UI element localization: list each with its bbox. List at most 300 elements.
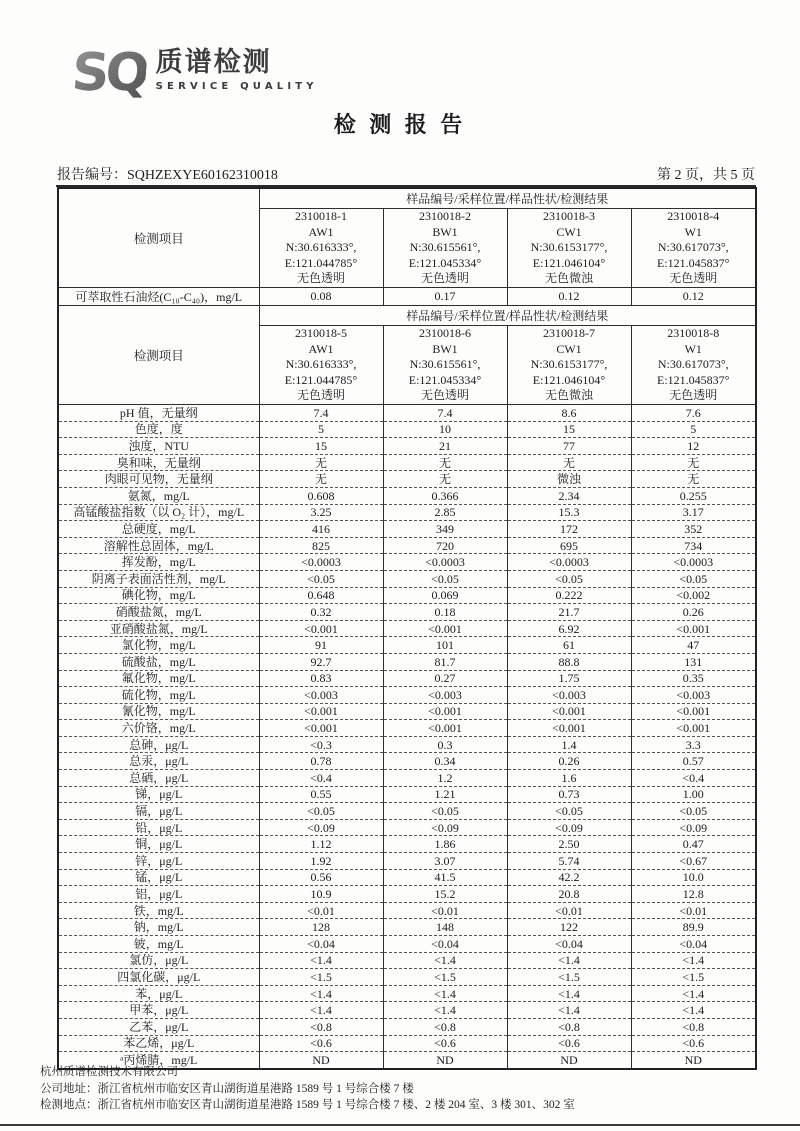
test-item-label: 挥发酚，mg/L — [58, 554, 259, 571]
result-cell: 10.0 — [631, 869, 756, 886]
result-cell: <0.01 — [383, 902, 507, 919]
result-cell: <0.09 — [383, 819, 507, 836]
table-row — [58, 288, 756, 306]
sample-id: 2310018-6 — [419, 326, 471, 341]
table-row — [58, 786, 756, 803]
test-item-label: 总硬度，mg/L — [58, 521, 259, 538]
sample-point: CW1 — [556, 224, 582, 239]
test-item-label: 可萃取性石油烃(C₁₀-C₄₀)，mg/L — [58, 288, 259, 306]
result-cell: 无 — [383, 454, 507, 471]
result-cell: <0.4 — [259, 770, 383, 787]
page-indicator: 第 2 页，共 5 页 — [657, 168, 755, 183]
table-row — [58, 570, 756, 587]
result-cell: 0.648 — [259, 587, 383, 604]
result-cell: 1.75 — [507, 670, 631, 687]
result-cell: <1.4 — [507, 952, 631, 969]
report-number-value: SQHZEXYE60162310018 — [127, 168, 278, 183]
result-cell: <0.6 — [383, 1035, 507, 1052]
section-1-rows — [58, 288, 756, 306]
test-item-label: 氯仿，μg/L — [58, 952, 259, 969]
result-cell: 720 — [383, 537, 507, 554]
sample-state: 无色透明 — [296, 388, 345, 403]
sample-state: 无色透明 — [669, 388, 718, 403]
result-cell: 825 — [259, 537, 383, 554]
result-cell: 1.2 — [383, 770, 507, 787]
table-row — [58, 554, 756, 571]
result-cell: <0.0003 — [383, 554, 507, 571]
sample-longitude: E:121.046104° — [532, 255, 606, 270]
result-cell: 12.8 — [631, 886, 756, 903]
table-row — [58, 637, 756, 654]
result-cell: <0.09 — [631, 819, 756, 836]
result-cell: <1.4 — [259, 1002, 383, 1019]
table-row — [58, 653, 756, 670]
result-cell: 41.5 — [383, 869, 507, 886]
sample-latitude: N:30.617073°, — [657, 357, 729, 372]
result-cell: <0.001 — [631, 720, 756, 737]
result-cell: 5 — [631, 421, 756, 438]
result-cell: 3.17 — [631, 504, 756, 521]
sample-state: 无色透明 — [420, 271, 469, 286]
result-cell: 12 — [631, 438, 756, 455]
result-cell: 88.8 — [507, 653, 631, 670]
result-cell: 10 — [383, 421, 507, 438]
result-cell: <0.3 — [259, 736, 383, 753]
result-cell: 0.069 — [383, 587, 507, 604]
test-item-label: 硫酸盐，mg/L — [58, 653, 259, 670]
result-cell: 349 — [383, 521, 507, 538]
result-cell: <0.67 — [631, 853, 756, 870]
result-cell: <0.8 — [383, 1018, 507, 1035]
sample-cell — [631, 326, 756, 405]
result-cell: <0.6 — [259, 1035, 383, 1052]
result-cell: <1.4 — [383, 1002, 507, 1019]
section-2-header — [58, 306, 756, 405]
result-cell: 1.4 — [507, 736, 631, 753]
test-item-label: 锑，μg/L — [58, 786, 259, 803]
result-cell: 0.27 — [383, 670, 507, 687]
table-row — [58, 736, 756, 753]
test-item-label: 亚硝酸盐氮，mg/L — [58, 620, 259, 637]
sample-longitude: E:121.046104° — [532, 372, 606, 387]
table-row — [58, 703, 756, 720]
sample-id: 2310018-7 — [543, 326, 595, 341]
result-cell: 15 — [259, 438, 383, 455]
result-cell: <0.001 — [383, 703, 507, 720]
test-item-header: 检测项目 — [58, 188, 259, 288]
sample-id: 2310018-4 — [667, 209, 720, 224]
result-cell: 0.17 — [383, 288, 507, 306]
table-row — [58, 405, 756, 422]
result-cell: ND — [507, 1052, 631, 1069]
result-cell: 0.57 — [631, 753, 756, 770]
result-cell: 微浊 — [507, 471, 631, 488]
table-row — [58, 770, 756, 787]
result-cell: <0.003 — [631, 687, 756, 704]
result-cell: ND — [259, 1052, 383, 1069]
result-cell: 172 — [507, 521, 631, 538]
logo-sq-icon: SQ — [70, 40, 148, 106]
result-cell: 91 — [259, 637, 383, 654]
result-cell: <0.0003 — [507, 554, 631, 571]
sample-point: AW1 — [308, 341, 334, 356]
test-item-label: 溶解性总固体，mg/L — [58, 537, 259, 554]
result-cell: <0.05 — [507, 570, 631, 587]
result-cell: 3.3 — [631, 736, 756, 753]
table-row — [58, 803, 756, 820]
result-cell: 1.00 — [631, 786, 756, 803]
table-row — [58, 438, 756, 455]
result-cell: 7.6 — [631, 405, 756, 422]
test-item-label: 锌，μg/L — [58, 853, 259, 870]
result-cell: <1.4 — [507, 985, 631, 1002]
result-cell: <0.04 — [383, 936, 507, 953]
result-cell: 81.7 — [383, 653, 507, 670]
test-item-label: 总硒，μg/L — [58, 770, 259, 787]
result-cell: 1.86 — [383, 836, 507, 853]
report-number — [57, 164, 278, 184]
result-cell: 1.12 — [259, 836, 383, 853]
result-cell: 0.34 — [383, 753, 507, 770]
test-item-label: ᵃ丙烯腈，mg/L — [58, 1052, 259, 1069]
table-row — [58, 936, 756, 953]
test-item-label: 钠，mg/L — [58, 919, 259, 936]
sample-cell — [259, 326, 383, 405]
sample-cell — [631, 209, 756, 288]
result-cell: <0.05 — [507, 803, 631, 820]
result-cell: 61 — [507, 637, 631, 654]
result-cell: 8.6 — [507, 405, 631, 422]
sample-cell — [507, 326, 631, 405]
sample-latitude: N:30.615561°, — [409, 240, 481, 255]
table-row — [58, 869, 756, 886]
result-cell: 352 — [631, 521, 756, 538]
sample-point: W1 — [684, 341, 702, 356]
result-cell: 131 — [631, 653, 756, 670]
result-cell: <0.04 — [631, 936, 756, 953]
result-cell: <1.4 — [631, 952, 756, 969]
result-cell: 0.56 — [259, 869, 383, 886]
table-row — [58, 853, 756, 870]
result-cell: 695 — [507, 537, 631, 554]
result-cell: 92.7 — [259, 653, 383, 670]
result-cell: 15.3 — [507, 504, 631, 521]
sample-latitude: N:30.615561°, — [409, 357, 481, 372]
test-item-label: 氨氮，mg/L — [58, 487, 259, 504]
test-item-label: 六价铬，mg/L — [58, 720, 259, 737]
result-cell: 2.34 — [507, 487, 631, 504]
logo-text — [156, 40, 318, 92]
test-item-label: 氟化物，mg/L — [58, 670, 259, 687]
section-header-label: 样品编号/采样位置/样品性状/检测结果 — [259, 188, 756, 209]
result-cell: 1.6 — [507, 770, 631, 787]
sample-id: 2310018-3 — [543, 209, 595, 224]
sample-point: AW1 — [308, 224, 334, 239]
test-item-label: 铍，mg/L — [58, 936, 259, 953]
result-cell: 0.73 — [507, 786, 631, 803]
company-logo — [69, 40, 318, 106]
sample-cell — [383, 209, 507, 288]
table-row — [58, 1002, 756, 1019]
test-item-label: 总汞，μg/L — [58, 753, 259, 770]
result-cell: <0.05 — [631, 570, 756, 587]
table-row — [58, 604, 756, 621]
table-row — [58, 521, 756, 538]
result-cell: 0.26 — [631, 604, 756, 621]
table-row — [58, 753, 756, 770]
result-cell: ND — [383, 1052, 507, 1069]
result-cell: 20.8 — [507, 886, 631, 903]
result-cell: <0.01 — [507, 902, 631, 919]
result-cell: 3.25 — [259, 504, 383, 521]
result-cell: 0.3 — [383, 736, 507, 753]
result-cell: <1.4 — [383, 985, 507, 1002]
result-cell: 3.07 — [383, 853, 507, 870]
table-row — [58, 670, 756, 687]
test-item-label: 阴离子表面活性剂，mg/L — [58, 570, 259, 587]
result-cell: 无 — [631, 454, 756, 471]
result-cell: 5 — [259, 421, 383, 438]
test-item-label: 铁，mg/L — [58, 902, 259, 919]
test-item-label: 苯，μg/L — [58, 985, 259, 1002]
table-row — [58, 1018, 756, 1035]
sample-state: 无色透明 — [296, 271, 345, 286]
result-cell: 15 — [507, 421, 631, 438]
sample-latitude: N:30.6153177°, — [530, 357, 608, 372]
result-cell: 1.21 — [383, 786, 507, 803]
result-cell: <0.001 — [259, 620, 383, 637]
sample-id: 2310018-8 — [667, 326, 720, 341]
result-cell: <0.001 — [507, 703, 631, 720]
company-name: 杭州质谱检测技术有限公司 — [40, 1066, 178, 1078]
result-cell: 无 — [259, 471, 383, 488]
table-row — [58, 504, 756, 521]
test-item-label: 镉，μg/L — [58, 803, 259, 820]
result-cell: 42.2 — [507, 869, 631, 886]
result-cell: 0.47 — [631, 836, 756, 853]
result-cell: 0.12 — [631, 288, 756, 306]
result-cell: 无 — [259, 454, 383, 471]
sample-state: 无色透明 — [669, 271, 718, 286]
sample-latitude: N:30.616333°, — [285, 240, 357, 255]
result-cell: 无 — [631, 471, 756, 488]
result-cell: <0.001 — [259, 720, 383, 737]
result-cell: 101 — [383, 637, 507, 654]
table-row — [58, 587, 756, 604]
result-cell: <0.001 — [259, 703, 383, 720]
table-row — [58, 952, 756, 969]
result-cell: <0.05 — [383, 803, 507, 820]
test-item-label: 铅，μg/L — [58, 819, 259, 836]
sample-id: 2310018-5 — [295, 326, 347, 341]
result-cell: <0.05 — [259, 570, 383, 587]
sample-id: 2310018-1 — [295, 209, 347, 224]
sample-longitude: E:121.044785° — [284, 372, 358, 387]
result-cell: <0.09 — [507, 819, 631, 836]
result-cell: 5.74 — [507, 853, 631, 870]
sample-longitude: E:121.045837° — [657, 255, 730, 270]
result-cell: <0.4 — [631, 770, 756, 787]
test-item-header: 检测项目 — [58, 306, 259, 405]
result-cell: 0.78 — [259, 753, 383, 770]
result-cell: <0.001 — [507, 720, 631, 737]
table-row — [58, 454, 756, 471]
result-cell: <0.05 — [259, 803, 383, 820]
result-cell: <0.09 — [259, 819, 383, 836]
result-cell: <0.6 — [631, 1035, 756, 1052]
page-bottom-rule — [0, 1124, 800, 1126]
result-cell: 0.08 — [259, 288, 383, 306]
table-row — [58, 620, 756, 637]
table-row — [58, 537, 756, 554]
footer — [40, 1064, 575, 1114]
sample-state: 无色微浊 — [544, 388, 593, 403]
result-cell: <0.04 — [259, 936, 383, 953]
test-item-label: 锰，μg/L — [58, 869, 259, 886]
test-item-label: 臭和味，无量纲 — [58, 454, 259, 471]
table-row — [58, 471, 756, 488]
result-cell: <1.4 — [383, 952, 507, 969]
result-cell: 0.366 — [383, 487, 507, 504]
result-cell: 0.18 — [383, 604, 507, 621]
section-2-rows — [58, 405, 756, 1069]
result-cell: 21 — [383, 438, 507, 455]
result-cell: <1.4 — [259, 985, 383, 1002]
table-row — [58, 720, 756, 737]
test-item-label: 肉眼可见物，无量纲 — [58, 471, 259, 488]
table-row — [58, 687, 756, 704]
result-cell: 21.7 — [507, 604, 631, 621]
section-1-header — [58, 188, 756, 288]
table-row — [58, 886, 756, 903]
test-item-label: 色度，度 — [58, 421, 259, 438]
result-cell: 无 — [507, 454, 631, 471]
test-item-label: 硫化物，mg/L — [58, 687, 259, 704]
result-cell: <0.05 — [383, 570, 507, 587]
result-cell: 10.9 — [259, 886, 383, 903]
result-cell: 2.85 — [383, 504, 507, 521]
results-table — [57, 187, 757, 1070]
result-cell: <0.8 — [631, 1018, 756, 1035]
result-cell: 0.255 — [631, 487, 756, 504]
result-cell: <0.001 — [383, 620, 507, 637]
test-item-label: 铜，μg/L — [58, 836, 259, 853]
result-cell: 148 — [383, 919, 507, 936]
result-cell: 2.50 — [507, 836, 631, 853]
sample-latitude: N:30.616333°, — [285, 357, 357, 372]
section-header-label: 样品编号/采样位置/样品性状/检测结果 — [259, 306, 756, 326]
sample-longitude: E:121.044785° — [284, 255, 358, 270]
report-title: 检 测 报 告 — [333, 112, 467, 137]
result-cell: 0.83 — [259, 670, 383, 687]
result-cell: <0.001 — [631, 703, 756, 720]
test-item-label: pH 值，无量纲 — [58, 405, 259, 422]
sample-id: 2310018-2 — [419, 209, 471, 224]
test-item-label: 苯乙烯，μg/L — [58, 1035, 259, 1052]
table-row — [58, 919, 756, 936]
sample-longitude: E:121.045334° — [408, 255, 482, 270]
sample-cell — [259, 209, 383, 288]
result-cell: 0.32 — [259, 604, 383, 621]
result-cell: <0.002 — [631, 587, 756, 604]
test-item-label: 浊度，NTU — [58, 438, 259, 455]
result-cell: <1.4 — [631, 985, 756, 1002]
result-cell: <0.001 — [631, 620, 756, 637]
result-cell: 6.92 — [507, 620, 631, 637]
result-cell: <0.01 — [259, 902, 383, 919]
result-cell: 416 — [259, 521, 383, 538]
result-cell: <0.0003 — [259, 554, 383, 571]
sample-cell — [507, 209, 631, 288]
result-cell: 734 — [631, 537, 756, 554]
section-1-title-row — [58, 188, 756, 209]
test-item-label: 甲苯，μg/L — [58, 1002, 259, 1019]
result-cell: <0.003 — [507, 687, 631, 704]
sample-longitude: E:121.045837° — [657, 372, 730, 387]
result-cell: 47 — [631, 637, 756, 654]
table-row — [58, 836, 756, 853]
test-item-label: 高锰酸盐指数（以 O₂ 计），mg/L — [58, 504, 259, 521]
result-cell: <0.6 — [507, 1035, 631, 1052]
result-cell: <0.003 — [259, 687, 383, 704]
logo-tagline: SERVICE QUALITY — [155, 81, 318, 92]
sample-latitude: N:30.617073°, — [657, 240, 729, 255]
test-item-label: 四氯化碳，μg/L — [58, 969, 259, 986]
result-cell: <1.5 — [507, 969, 631, 986]
table-row — [58, 487, 756, 504]
sample-cell — [383, 326, 507, 405]
result-cell: ND — [631, 1052, 756, 1069]
sample-state: 无色微浊 — [544, 271, 593, 286]
logo-name: 质谱检测 — [155, 47, 272, 78]
result-cell: <1.5 — [259, 969, 383, 986]
report-number-label: 报告编号： — [57, 168, 127, 183]
table-row — [58, 985, 756, 1002]
result-cell: <1.4 — [631, 1002, 756, 1019]
sample-point: CW1 — [556, 341, 582, 356]
sample-latitude: N:30.6153177°, — [530, 240, 608, 255]
test-item-label: 氯化物，mg/L — [58, 637, 259, 654]
table-row — [58, 1035, 756, 1052]
sample-longitude: E:121.045334° — [408, 372, 482, 387]
result-cell: 0.12 — [507, 288, 631, 306]
test-item-label: 碘化物，mg/L — [58, 587, 259, 604]
test-item-label: 硝酸盐氮，mg/L — [58, 604, 259, 621]
result-cell: <0.8 — [507, 1018, 631, 1035]
result-cell: 1.92 — [259, 853, 383, 870]
test-location: 检测地点：浙江省杭州市临安区青山湖街道星港路 1589 号 1 号综合楼 7 楼、2 楼 204 室、3 楼 301、302 室 — [40, 1099, 575, 1111]
result-cell: 7.4 — [259, 405, 383, 422]
result-cell: 0.608 — [259, 487, 383, 504]
sample-point: W1 — [684, 224, 702, 239]
result-cell: 77 — [507, 438, 631, 455]
result-cell: <0.8 — [259, 1018, 383, 1035]
result-cell: <0.04 — [507, 936, 631, 953]
result-cell: <0.01 — [631, 902, 756, 919]
table-row — [58, 902, 756, 919]
test-item-label: 总砷，μg/L — [58, 736, 259, 753]
section-2-title-row — [58, 306, 756, 326]
result-cell: <0.05 — [631, 803, 756, 820]
result-cell: 0.26 — [507, 753, 631, 770]
sample-point: BW1 — [432, 224, 458, 239]
result-cell: 7.4 — [383, 405, 507, 422]
result-cell: <1.4 — [259, 952, 383, 969]
result-cell: <1.5 — [631, 969, 756, 986]
result-cell: <0.003 — [383, 687, 507, 704]
table-row — [58, 819, 756, 836]
result-cell: 0.222 — [507, 587, 631, 604]
